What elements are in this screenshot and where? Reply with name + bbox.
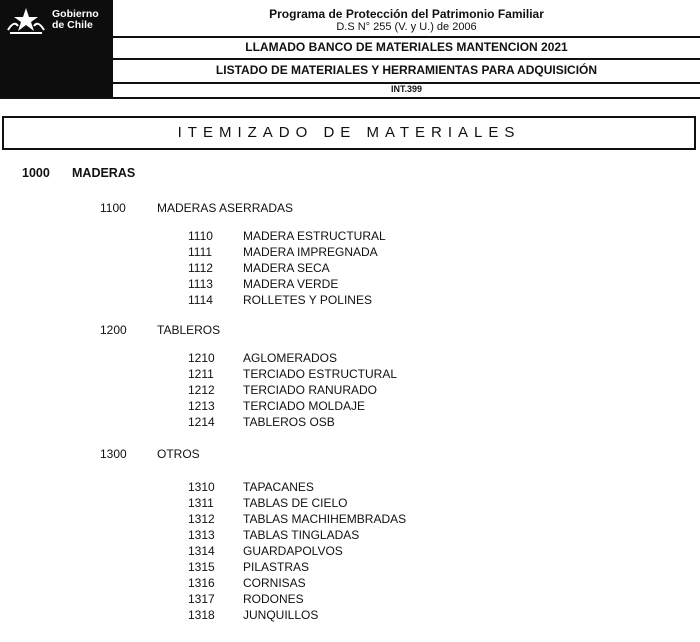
item-name: MADERA IMPREGNADA bbox=[243, 245, 378, 259]
doc-code-row bbox=[113, 82, 700, 97]
item-name: MADERA VERDE bbox=[243, 277, 339, 291]
document-header bbox=[113, 0, 700, 97]
group-code: 1200 bbox=[100, 323, 127, 337]
item-code: 1316 bbox=[188, 576, 215, 590]
item-name: MADERA SECA bbox=[243, 261, 330, 275]
call-title: LLAMADO BANCO DE MATERIALES MANTENCION 2021 bbox=[245, 40, 568, 54]
chile-coat-of-arms-icon bbox=[4, 6, 48, 36]
item-name: TABLEROS OSB bbox=[243, 415, 335, 429]
item-code: 1315 bbox=[188, 560, 215, 574]
program-title: Programa de Protección del Patrimonio Familiar bbox=[269, 7, 544, 21]
item-name: AGLOMERADOS bbox=[243, 351, 338, 365]
logo-line-1: Gobierno bbox=[52, 8, 99, 20]
group-name: OTROS bbox=[157, 447, 200, 461]
item-code: 1113 bbox=[188, 277, 213, 291]
category-name: MADERAS bbox=[72, 166, 136, 180]
list-title-row bbox=[113, 58, 700, 84]
government-logo bbox=[0, 0, 113, 97]
group-code: 1100 bbox=[100, 201, 126, 215]
item-code: 1213 bbox=[188, 399, 215, 413]
item-code: 1313 bbox=[188, 528, 215, 542]
section-title-box bbox=[2, 116, 696, 150]
call-title-row bbox=[113, 36, 700, 60]
item-name: CORNISAS bbox=[243, 576, 306, 590]
program-block bbox=[113, 1, 700, 38]
item-code: 1312 bbox=[188, 512, 215, 526]
item-code: 1310 bbox=[188, 480, 215, 494]
item-name: PILASTRAS bbox=[243, 560, 310, 574]
section-title: ITEMIZADO DE MATERIALES bbox=[177, 124, 521, 141]
item-code: 1212 bbox=[188, 383, 215, 397]
category-code: 1000 bbox=[22, 166, 50, 180]
item-name: TERCIADO ESTRUCTURAL bbox=[243, 367, 398, 381]
logo-line-2: de Chile bbox=[52, 19, 93, 31]
doc-code: INT.399 bbox=[390, 84, 423, 94]
item-name: MADERA ESTRUCTURAL bbox=[243, 229, 386, 243]
item-name: TABLAS DE CIELO bbox=[243, 496, 348, 510]
group-name: MADERAS ASERRADAS bbox=[157, 201, 294, 215]
decree-reference: D.S N° 255 (V. y U.) de 2006 bbox=[336, 21, 477, 33]
item-code: 1314 bbox=[188, 544, 215, 558]
item-code: 1211 bbox=[188, 367, 214, 381]
item-name: TAPACANES bbox=[243, 480, 314, 494]
group-name: TABLEROS bbox=[157, 323, 221, 337]
item-code: 1210 bbox=[188, 351, 215, 365]
group-code: 1300 bbox=[100, 447, 127, 461]
list-title: LISTADO DE MATERIALES Y HERRAMIENTAS PARA ADQUISICIÓN bbox=[215, 63, 598, 77]
item-name: TABLAS MACHIHEMBRADAS bbox=[243, 512, 407, 526]
item-code: 1311 bbox=[188, 496, 214, 510]
item-code: 1317 bbox=[188, 592, 215, 606]
item-code: 1111 bbox=[188, 245, 213, 259]
header-divider bbox=[0, 97, 700, 99]
item-code: 1114 bbox=[188, 293, 213, 307]
item-code: 1214 bbox=[188, 415, 215, 429]
item-code: 1110 bbox=[188, 229, 213, 243]
item-name: JUNQUILLOS bbox=[243, 608, 319, 622]
item-name: TERCIADO RANURADO bbox=[243, 383, 378, 397]
item-name: RODONES bbox=[243, 592, 304, 606]
item-name: ROLLETES Y POLINES bbox=[243, 293, 372, 307]
item-name: TERCIADO MOLDAJE bbox=[243, 399, 366, 413]
item-name: TABLAS TINGLADAS bbox=[243, 528, 360, 542]
item-name: GUARDAPOLVOS bbox=[243, 544, 343, 558]
logo-wordmark bbox=[52, 9, 99, 31]
item-code: 1112 bbox=[188, 261, 213, 275]
item-code: 1318 bbox=[188, 608, 215, 622]
